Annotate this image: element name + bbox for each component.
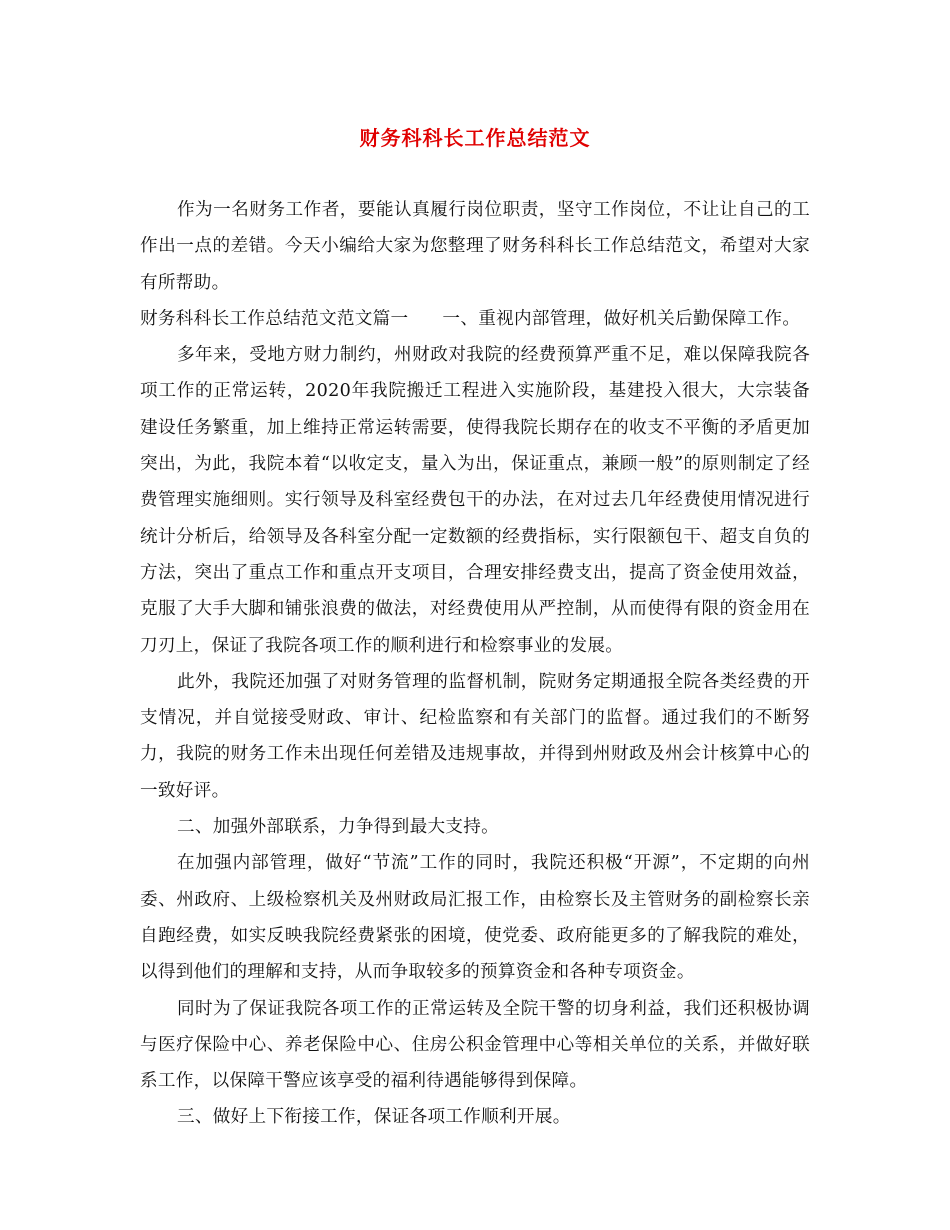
intro-paragraph: 作为一名财务工作者，要能认真履行岗位职责，坚守工作岗位，不让让自己的工作出一点的差错。今天小编给大家为您整理了财务科科长工作总结范文，希望对大家有所帮助。 [140, 200, 810, 293]
section-heading-3: 三、做好上下衔接工作，保证各项工作顺利开展。 [176, 1107, 571, 1128]
document-title: 财务科科长工作总结范文 [359, 126, 591, 150]
paragraph-4: 同时为了保证我院各项工作的正常运转及全院干警的切身利益，我们还积极协调与医疗保险中心、养老保险中心、住房公积金管理中心等相关单位的关系，并做好联系工作，以保障干警应该享受的福利待遇能够得到保障。 [140, 998, 810, 1092]
section-label: 财务科科长工作总结范文范文篇一 [140, 308, 409, 329]
paragraph-2: 此外，我院还加强了对财务管理的监督机制，院财务定期通报全院各类经费的开支情况，并自觉接受财政、审计、纪检监察和有关部门的监督。通过我们的不断努力，我院的财务工作未出现任何差错及违规事故，并得到州财政及州会计核算中心的一致好评。 [140, 671, 810, 801]
section-line [140, 301, 810, 337]
paragraph-3: 在加强内部管理，做好“节流”工作的同时，我院还积极“开源”，不定期的向州委、州政府、上级检察机关及州财政局汇报工作，由检察长及主管财务的副检察长亲自跑经费，如实反映我院经费紧张的困境，使党委、政府能更多的了解我院的难处，以得到他们的理解和支持，从而争取较多的预算资金和各种专项资金。 [140, 853, 810, 983]
section-heading-1: 一、重视内部管理，做好机关后勤保障工作。 [442, 308, 801, 329]
paragraph-1: 多年来，受地方财力制约，州财政对我院的经费预算严重不足，难以保障我院各项工作的正常运转，2020年我院搬迁工程进入实施阶段，基建投入很大，大宗装备建设任务繁重，加上维持正常运转需要，使得我院长期存在的收支不平衡的矛盾更加突出，为此，我院本着“以收定支，量入为出，保证重点，兼顾一般”的原则制定了经费管理实施细则。实行领导及科室经费包干的办法，在对过去几年经费使用情况进行统计分析后，给领导及各科室分配一定数额的经费指标，实行限额包干、超支自负的方法，突出了重点工作和重点开支项目，合理安排经费支出，提高了资金使用效益，克服了大手大脚和铺张浪费的做法，对经费使用从严控制，从而使得有限的资金用在刀刃上，保证了我院各项工作的顺利进行和检察事业的发展。 [140, 345, 810, 656]
section-heading-2: 二、加强外部联系，力争得到最大支持。 [176, 817, 500, 838]
document-body [140, 192, 810, 1136]
